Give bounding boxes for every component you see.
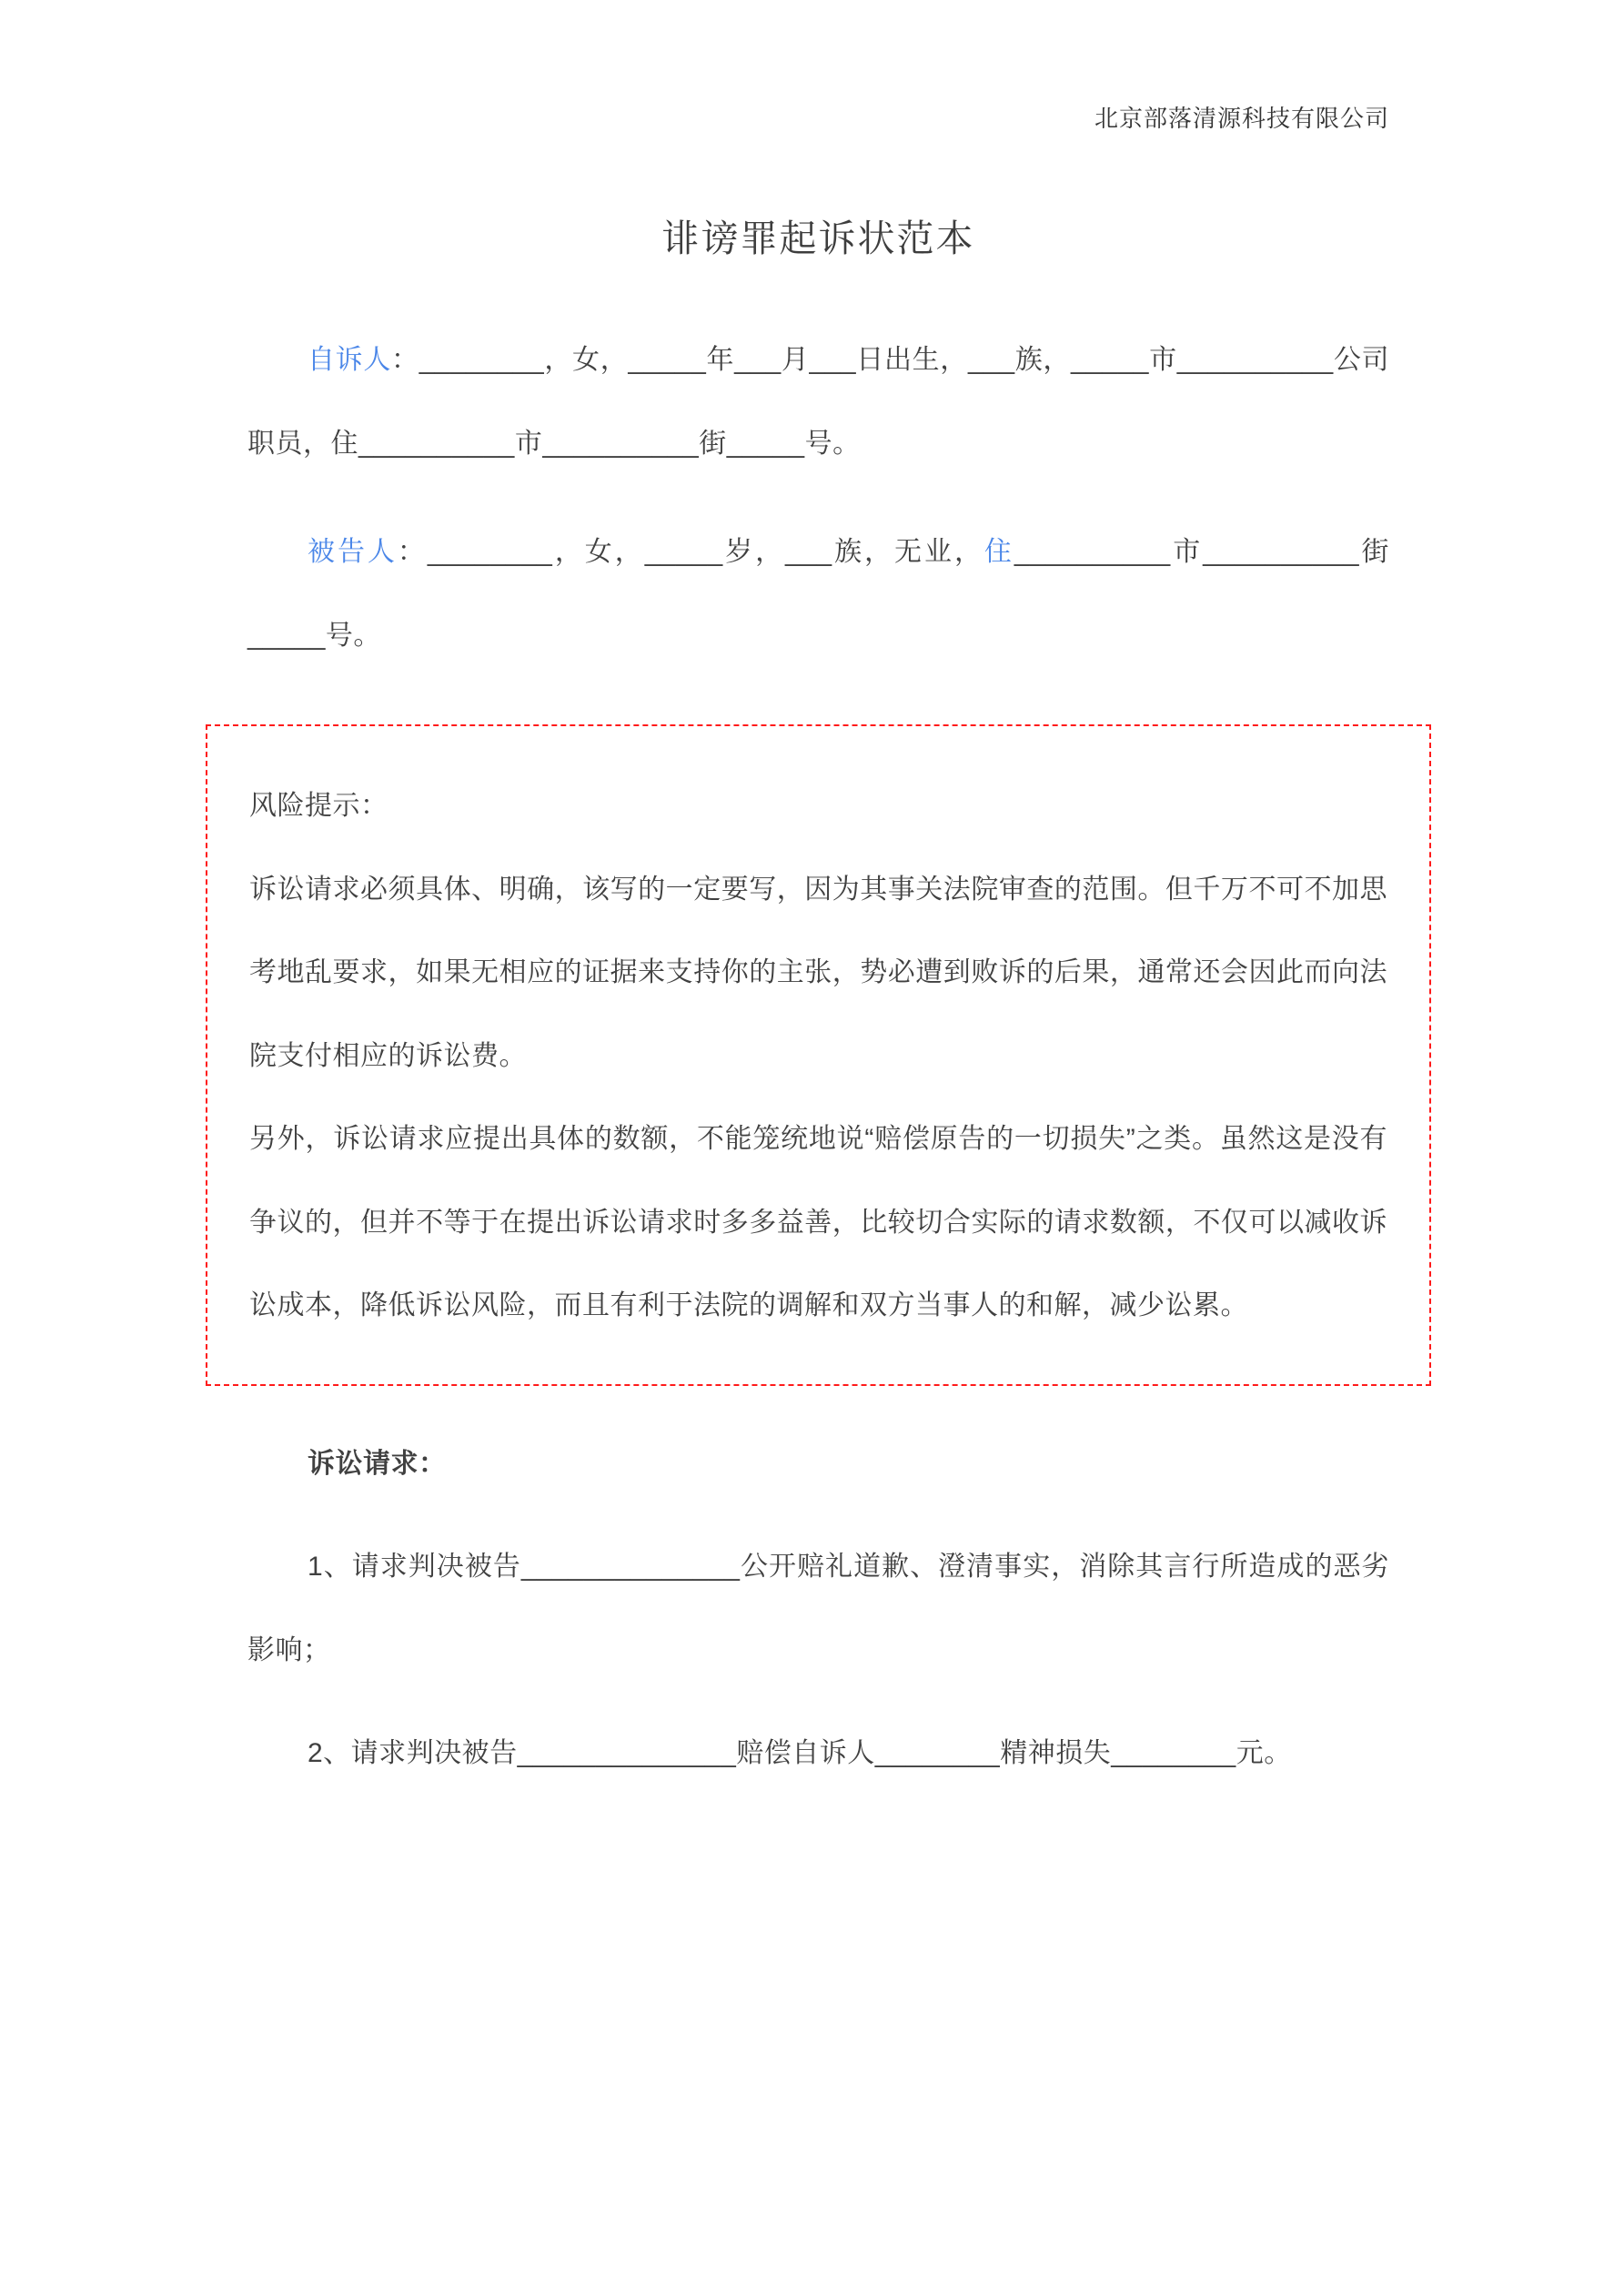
plaintiff-label: 自诉人 xyxy=(308,345,392,375)
risk-note-box xyxy=(206,724,1431,1386)
claim-item-1: 1、请求判决被告______________公开赔礼道歉、澄清事实，消除其言行所造成的恶劣影响； xyxy=(247,1552,1389,1665)
risk-paragraph-1: 诉讼请求必须具体、明确，该写的一定要写，因为其事关法院审查的范围。但千万不可不加思考地乱要求，如果无相应的证据来支持你的主张，势必遭到败诉的后果，通常还会因此而向法院支付相应的诉讼费。 xyxy=(249,874,1387,1071)
defendant-residence-label: 住 xyxy=(983,537,1014,567)
defendant-label: 被告人 xyxy=(308,537,398,567)
defendant-rest-text: __________市__________街_____号。 xyxy=(247,537,1389,651)
risk-paragraph-2: 另外，诉讼请求应提出具体的数额，不能笼统地说“赔偿原告的一切损失”之类。虽然这是没有争议的，但并不等于在提出诉讼请求时多多益善，比较切合实际的请求数额，不仅可以减收诉讼成本，降低诉讼风险，而且有利于法院的调解和双方当事人的和解，减少讼累。 xyxy=(249,1124,1387,1320)
risk-box-title: 风险提示： xyxy=(249,791,388,821)
defendant-mid-text: ：________，女，_____岁，___族，无业， xyxy=(397,537,984,567)
defendant-paragraph xyxy=(247,511,1389,677)
claims-heading: 诉讼请求： xyxy=(308,1448,447,1479)
plaintiff-text: ：________，女，_____年___月___日出生，___族，_____市__________公司职员，住__________市__________街_____号。 xyxy=(247,345,1389,459)
page-title: 诽谤罪起诉状范本 xyxy=(661,217,975,259)
company-name: 北京部落清源科技有限公司 xyxy=(1094,105,1389,132)
plaintiff-paragraph xyxy=(247,319,1389,485)
claim-item-2: 2、请求判决被告______________赔偿自诉人________精神损失________元。 xyxy=(308,1738,1292,1768)
